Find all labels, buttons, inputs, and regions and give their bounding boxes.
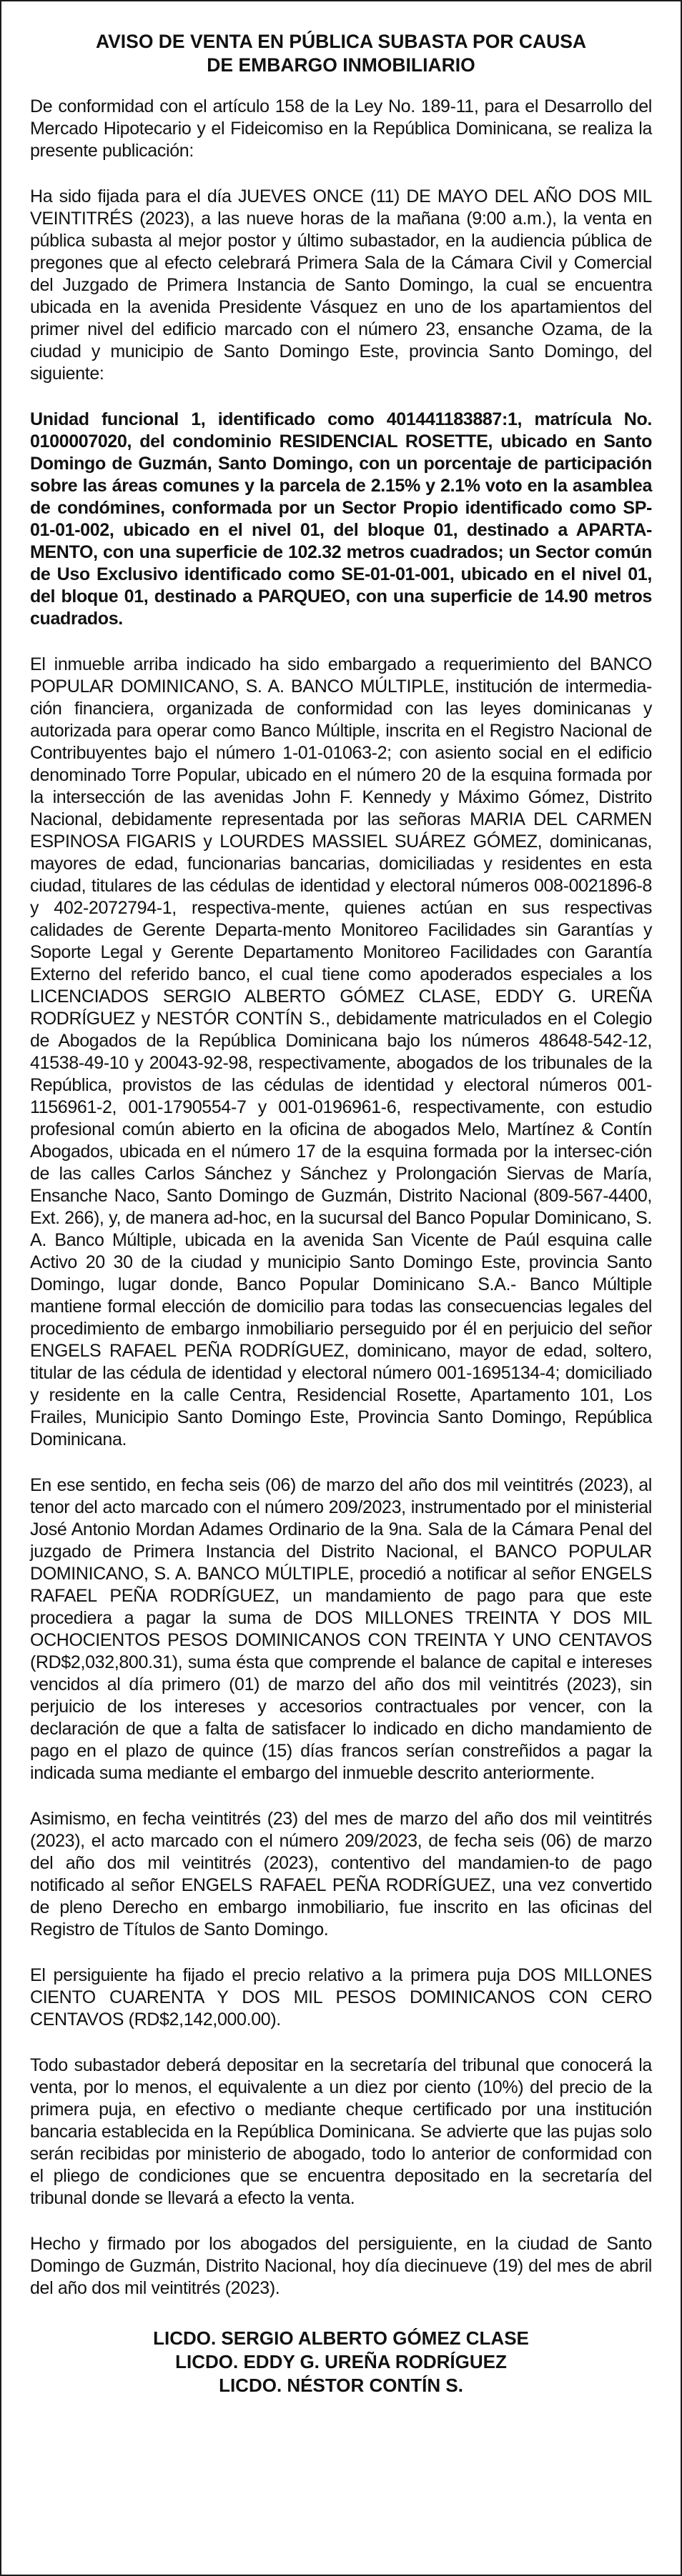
paragraph-seizing-party: El inmueble arriba indicado ha sido embargado a requerimiento del BANCO POPULAR DOMINICANO, S. A. BANCO MÚLTIPLE, institución de intermedia-ción financiera, organizada de conformidad con las leyes dominicanas y autorizada para operar como Banco Múltiple, inscrita en el Registro Nacional de Contribuyentes bajo el número 1-01-01063-2; con asiento social en el edificio denominado Torre Popular, ubicado en el número 20 de la esquina formada por la intersección de las avenidas John F. Kennedy y Máximo Gómez, Distrito Nacional, debidamente representada por las señoras MARIA DEL CARMEN ESPINOSA FIGARIS y LOURDES MASSIEL SUÁREZ GÓMEZ, dominicanas, mayores de edad, funcionarias bancarias, domiciliadas y residentes en esta ciudad, titulares de las cédulas de identidad y electoral números 008-0021896-8 y 402-2072794-1, respectiva-mente, quienes actúan en sus respectivas calidades de Gerente Departa-mento Monitoreo Facilidades sin Garantías y Soporte Legal y Gerente Departamento Monitoreo Facilidades con Garantía Externo del referido banco, el cual tiene como apoderados especiales a los LICENCIADOS SERGIO ALBERTO GÓMEZ CLASE, EDDY G. UREÑA RODRÍGUEZ y NESTÓR CONTÍN S., debidamente matriculados en el Colegio de Abogados de la República Dominicana bajo los números 48648-542-12, 41538-49-10 y 20043-92-98, respectivamente, abogados de los tribunales de la República, provistos de las cédulas de identidad y electoral números 001-1156961-2, 001-1790554-7 y 001-0196961-6, respectivamente, con estudio profesional común abierto en la oficina de abogados Melo, Martínez & Contín Abogados, ubicada en el número 17 de la esquina formada por la intersec-ción de las calles Carlos Sánchez y Sánchez y Prolongación Siervas de María, Ensanche Naco, Santo Domingo de Guzmán, Distrito Nacional (809-567-4400, Ext. 266), y, de manera ad-hoc, en la sucursal del Banco Popular Dominicano, S. A. Banco Múltiple, ubicada en la avenida San Vicente de Paúl esquina calle Activo 20 30 de la ciudad y municipio Santo Domingo Este, provincia Santo Domingo, lugar donde, Banco Popular Dominicano S.A.- Banco Múltiple mantiene formal elección de domicilio para todas las consecuencias legales del procedimiento de embargo inmobiliario perseguido por él en perjuicio del señor ENGELS RAFAEL PEÑA RODRÍGUEZ, dominicano, mayor de edad, soltero, titular de las cédula de identidad y electoral número 001-1695134-4; domiciliado y residente en la calle Centra, Residencial Rosette, Apartamento 101, Los Frailes, Municipio Santo Domingo Este, Provincia Santo Domingo, República Dominicana. [30, 654, 652, 1449]
paragraph-signing-date: Hecho y firmado por los abogados del persiguiente, en la ciudad de Santo Domingo de Guzmán, Distrito Nacional, hoy día diecinueve (19) del mes de abril del año dos mil veintitrés (2023). [30, 2234, 652, 2298]
paragraph-payment-order: En ese sentido, en fecha seis (06) de marzo del año dos mil veintitrés (2023), al tenor del acto marcado con el número 209/2023, instrumentado por el ministerial José Antonio Mordan Adames Ordinario de la 9na. Sala de la Cámara Penal del juzgado de Primera Instancia del Distrito Nacional, el BANCO POPULAR DOMINICANO, S. A. BANCO MÚLTIPLE, procedió a notificar al señor ENGELS RAFAEL PEÑA RODRÍGUEZ, un mandamiento de pago para que este procediera a pagar la suma de DOS MILLONES TREINTA Y DOS MIL OCHOCIENTOS PESOS DOMINICANOS CON TREINTA Y UNO CENTAVOS (RD$2,032,800.31), suma ésta que comprende el balance de capital e intereses vencidos al día primero (01) de marzo del año dos mil veintitrés (2023), sin perjuicio de los intereses y accesorios contractuales por vencer, con la declaración de que a falta de satisfacer lo indicado en dicho mandamiento de pago en el plazo de quince (15) días francos serían constreñidos a pagar la indicada suma mediante el embargo del inmueble descrito anteriormente. [30, 1475, 652, 1783]
notice-title [30, 30, 652, 77]
notice-title-line-2: DE EMBARGO INMOBILIARIO [207, 54, 475, 76]
paragraph-legal-basis: De conformidad con el artículo 158 de la Ley No. 189-11, para el Desarrollo del Mercado Hipotecario y el Fideicomiso en la República Dominicana, se realiza la presente publicación: [30, 96, 652, 161]
signature-line-2: LICDO. EDDY G. UREÑA RODRÍGUEZ [175, 2351, 507, 2372]
paragraph-auction-date: Ha sido fijada para el día JUEVES ONCE (11) DE MAYO DEL AÑO DOS MIL VEINTITRÉS (2023), a las nueve horas de la mañana (9:00 a.m.), la venta en pública subasta al mejor postor y último subastador, en la audiencia pública de pregones que al efecto celebrará Primera Sala de la Cámara Civil y Comercial del Juzgado de Primera Instancia de Santo Domingo, la cual se encuentra ubicada en la avenida Presidente Vásquez en uno de los apartamientos del primer nivel del edificio marcado con el número 23, ensanche Ozama, de la ciudad y municipio de Santo Domingo Este, provincia Santo Domingo, del siguiente: [30, 186, 652, 384]
paragraph-registration: Asimismo, en fecha veintitrés (23) del mes de marzo del año dos mil veintitrés (2023), el acto marcado con el número 209/2023, de fecha seis (06) de marzo del año dos mil veintitrés (2023), contentivo del mandamien-to de pago notificado al señor ENGELS RAFAEL PEÑA RODRÍGUEZ, una vez convertido de pleno Derecho en embargo inmobiliario, fue inscrito en las oficinas del Registro de Títulos de Santo Domingo. [30, 1809, 652, 1940]
signature-line-3: LICDO. NÉSTOR CONTÍN S. [219, 2375, 463, 2396]
signature-block [30, 2327, 652, 2397]
paragraph-property-description: Unidad funcional 1, identificado como 401441183887:1, matrícula No. 0100007020, del condominio RESIDENCIAL ROSETTE, ubicado en Santo Domingo de Guzmán, Santo Domingo, con un porcentaje de participación sobre las áreas comunes y la parcela de 2.15% y 2.1% voto en la asamblea de condómines, conformada por un Sector Propio identificado como SP-01-01-002, ubicado en el nivel 01, del bloque 01, destinado a APARTA-MENTO, con una superficie de 102.32 metros cuadrados; un Sector común de Uso Exclusivo identificado como SE-01-01-001, ubicado en el nivel 01, del bloque 01, destinado a PARQUEO, con una superficie de 14.90 metros cuadrados. [30, 409, 652, 629]
paragraph-deposit-requirement: Todo subastador deberá depositar en la secretaría del tribunal que conocerá la venta, por lo menos, el equivalente a un diez por ciento (10%) del precio de la primera puja, en efectivo o mediante cheque certificado por una institución bancaria establecida en la República Dominicana. Se advierte que las pujas solo serán recibidas por ministerio de abogado, todo lo anterior de conformidad con el pliego de condiciones que se encuentra depositado en la secretaría del tribunal donde se llevará a efecto la venta. [30, 2055, 652, 2208]
signature-line-1: LICDO. SERGIO ALBERTO GÓMEZ CLASE [153, 2327, 529, 2349]
notice-title-line-1: AVISO DE VENTA EN PÚBLICA SUBASTA POR CAUSA [95, 31, 587, 52]
paragraph-first-bid-price: El persiguiente ha fijado el precio relativo a la primera puja DOS MILLONES CIENTO CUARENTA Y DOS MIL PESOS DOMINICANOS CON CERO CENTAVOS (RD$2,142,000.00). [30, 1965, 652, 2030]
